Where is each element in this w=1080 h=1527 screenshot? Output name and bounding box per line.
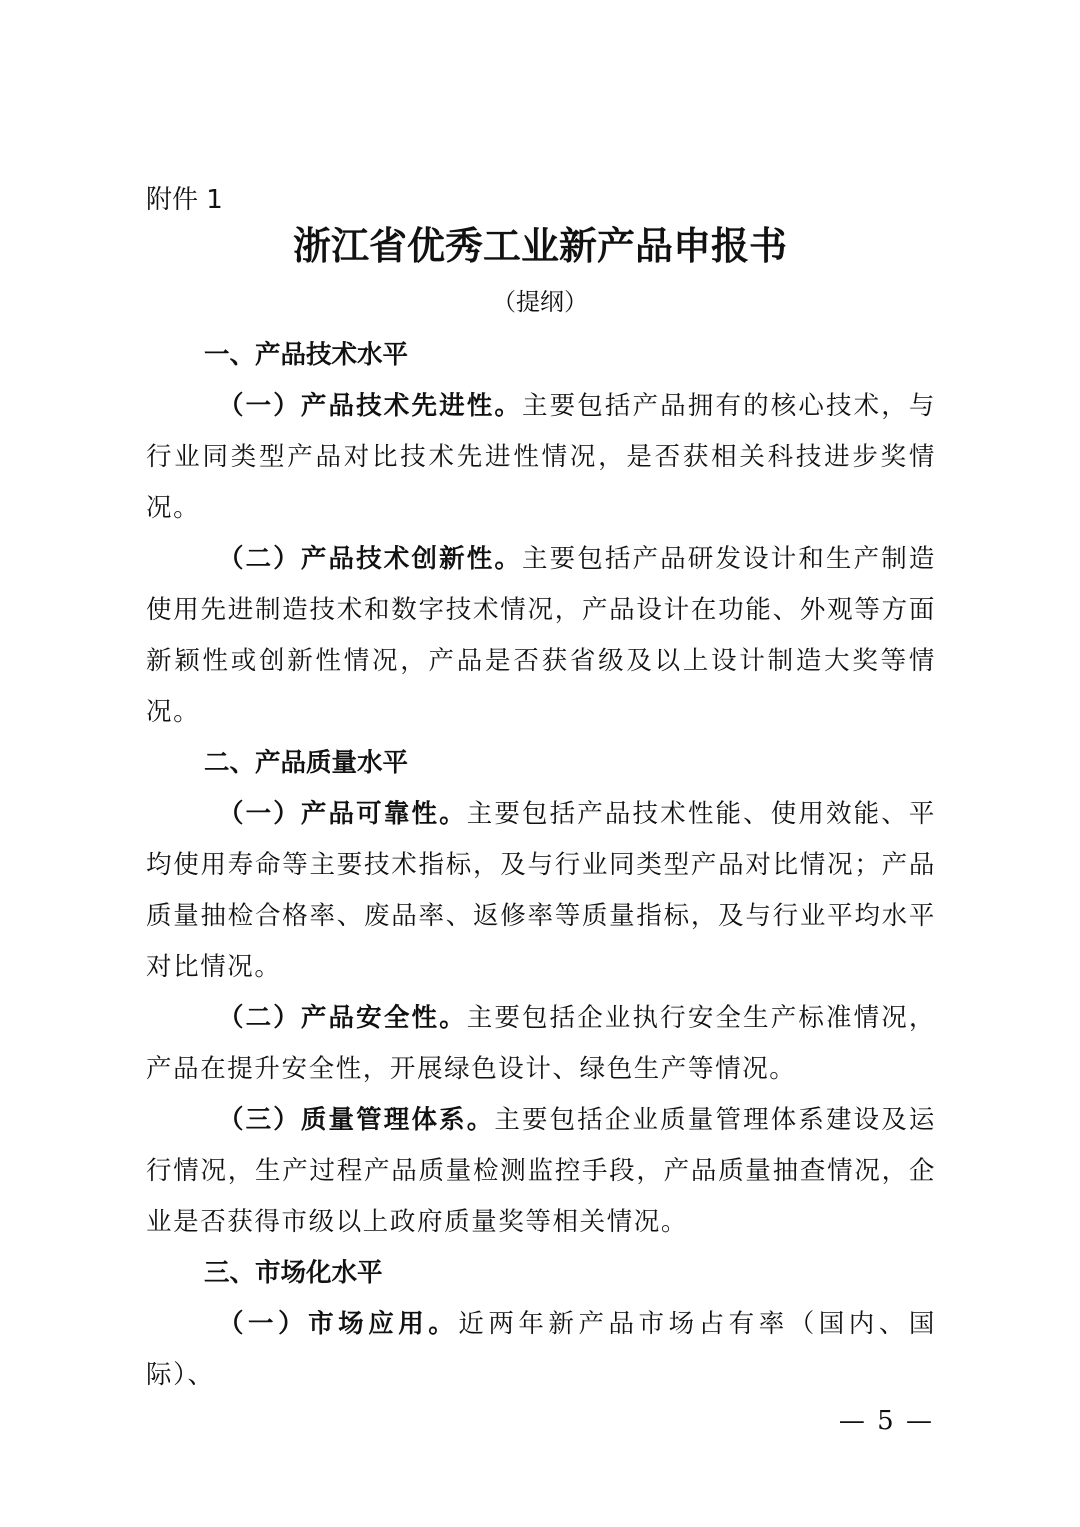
paragraph-text: 近两年新产品市场占有率（国内、国际）、: [146, 1309, 936, 1390]
paragraph-label: （三）质量管理体系。: [218, 1105, 495, 1135]
paragraph-label: （二）产品技术创新性。: [218, 544, 522, 574]
page-number: — 5 —: [838, 1406, 934, 1436]
section-heading-quality: 二、产品质量水平: [204, 748, 409, 778]
paragraph-reliability: [146, 789, 936, 993]
paragraph-label: （二）产品安全性。: [218, 1003, 467, 1033]
paragraph-text: 主要包括产品研发设计和生产制造使用先进制造技术和数字技术情况，产品设计在功能、外观等方面新颖性或创新性情况，产品是否获省级及以上设计制造大奖等情况。: [146, 544, 936, 727]
paragraph-market-application: [146, 1299, 936, 1401]
paragraph-label: （一）产品可靠性。: [218, 799, 467, 829]
paragraph-label: （一）市场应用。: [218, 1309, 459, 1339]
paragraph-quality-management: [146, 1095, 936, 1248]
paragraph-label: （一）产品技术先进性。: [218, 391, 522, 421]
paragraph-text: 主要包括企业质量管理体系建设及运行情况，生产过程产品质量检测监控手段，产品质量抽查情况，企业是否获得市级以上政府质量奖等相关情况。: [146, 1105, 936, 1237]
document-subtitle: （提纲）: [492, 288, 588, 316]
paragraph-tech-innovation: [146, 534, 936, 738]
attachment-label: 附件 1: [146, 185, 223, 215]
paragraph-text: 主要包括产品拥有的核心技术，与行业同类型产品对比技术先进性情况，是否获相关科技进步奖情况。: [146, 391, 936, 523]
paragraph-safety: [146, 993, 936, 1095]
paragraph-text: 主要包括产品技术性能、使用效能、平均使用寿命等主要技术指标，及与行业同类型产品对比情况；产品质量抽检合格率、废品率、返修率等质量指标，及与行业平均水平对比情况。: [146, 799, 937, 982]
document-body: [146, 330, 936, 1401]
paragraph-text: 主要包括企业执行安全生产标准情况，产品在提升安全性，开展绿色设计、绿色生产等情况。: [146, 1003, 937, 1084]
section-heading-technology: 一、产品技术水平: [204, 340, 409, 370]
paragraph-tech-advancement: [146, 381, 936, 534]
section-heading-market: 三、市场化水平: [204, 1258, 383, 1288]
document-title: 浙江省优秀工业新产品申报书: [292, 223, 787, 268]
